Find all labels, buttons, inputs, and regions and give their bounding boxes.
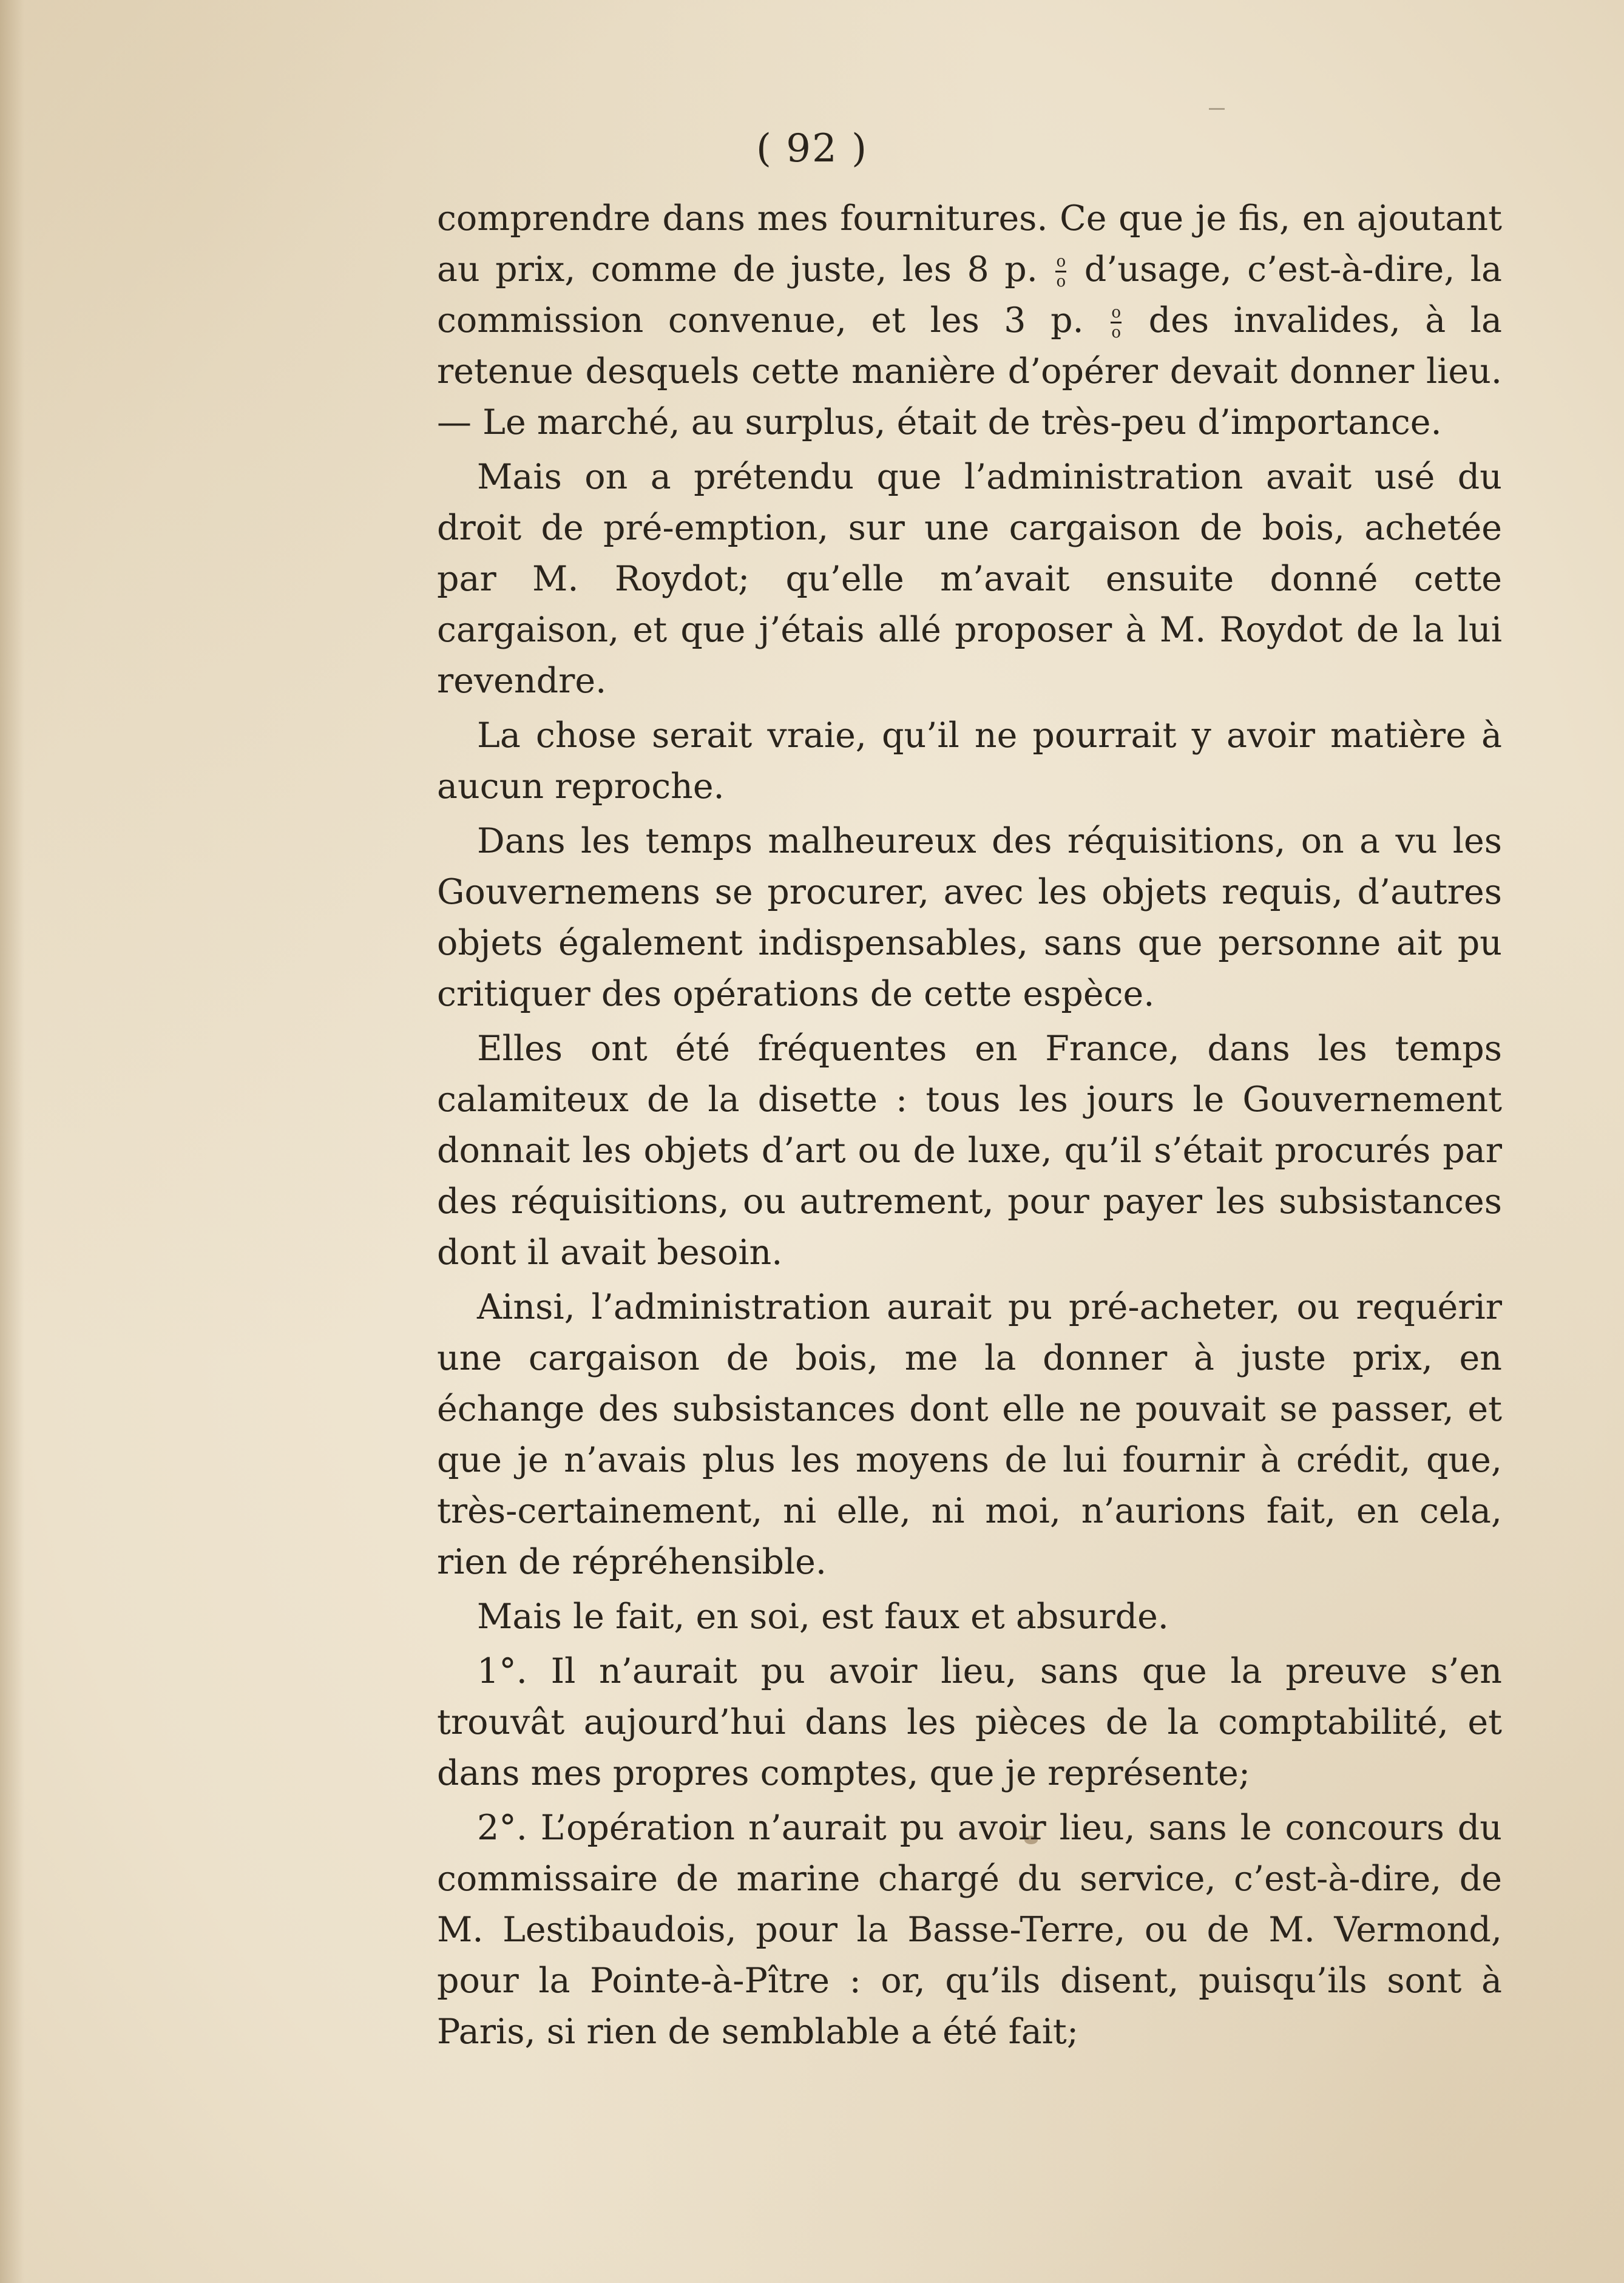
paragraph-1-part-c: des invalides, à la retenue desquels cette manière d’opérer devait donner lieu.— Le marché, au surplus, était de très-peu d’importance. xyxy=(437,300,1502,442)
paragraph-2: Mais on a prétendu que l’administration avait usé du droit de pré-emption, sur une cargaison de bois, achetée par M. Roydot; qu’elle m’avait ensuite donné cette cargaison, et que j’étais allé proposer à M. Roydot de la lui revendre. xyxy=(437,457,1502,701)
per-cent-fraction-icon: $\frac{o}{o}$ xyxy=(1111,303,1121,342)
paper-mark xyxy=(1209,108,1225,110)
paragraph-9: 2°. L’opération n’aurait pu avoir lieu, sans le concours du commissaire de marine chargé du service, c’est-à-dire, de M. Lestibaudois, pour la Basse-Terre, ou de M. Vermond, pour la Pointe-à-Pître : or, qu’ils disent, puisqu’ils sont à Paris, si rien de semblable a été fait; xyxy=(437,1808,1502,2052)
paragraph-8: 1°. Il n’aurait pu avoir lieu, sans que la preuve s’en trouvât aujourd’hui dans les pièces de la comptabilité, et dans mes propres comptes, que je représente; xyxy=(437,1651,1502,1793)
paragraph-4: Dans les temps malheureux des réquisitions, on a vu les Gouvernemens se procurer, avec les objets requis, d’autres objets également indispensables, sans que personne ait pu critiquer des opérations de cette espèce. xyxy=(437,821,1502,1014)
paragraph-7: Mais le fait, en soi, est faux et absurde. xyxy=(477,1597,1169,1637)
paragraph-5: Elles ont été fréquentes en France, dans les temps calamiteux de la disette : tous les jours le Gouvernement donnait les objets d’art ou de luxe, qu’il s’était procurés par des réquisitions, ou autrement, pour payer les subsistances dont il avait besoin. xyxy=(437,1029,1502,1273)
paragraph-1-part-a: comprendre dans mes fournitures. Ce que je fis, en ajoutant au prix, comme de juste, les 8 p. xyxy=(437,198,1502,289)
paragraph-3: La chose serait vraie, qu’il ne pourrait y avoir matière à aucun reproche. xyxy=(437,715,1502,807)
paragraph-6: Ainsi, l’administration aurait pu pré-acheter, ou requérir une cargaison de bois, me la donner à juste prix, en échange des subsistances dont elle ne pouvait se passer, et que je n’avais plus les moyens de lui fournir à crédit, que, très-certainement, ni elle, ni moi, n’aurions fait, en cela, rien de répréhensible. xyxy=(437,1287,1502,1582)
paragraph-1 xyxy=(437,193,1502,448)
body-text xyxy=(437,193,1502,2061)
paragraph-1-part-b: d’usage, c’est-à-dire, la commission convenue, et les 3 p. xyxy=(437,249,1502,340)
per-cent-fraction-icon: $\frac{o}{o}$ xyxy=(1056,252,1066,291)
paper-edge-shadow xyxy=(0,0,24,2283)
page-number: ( 92 ) xyxy=(756,126,868,171)
